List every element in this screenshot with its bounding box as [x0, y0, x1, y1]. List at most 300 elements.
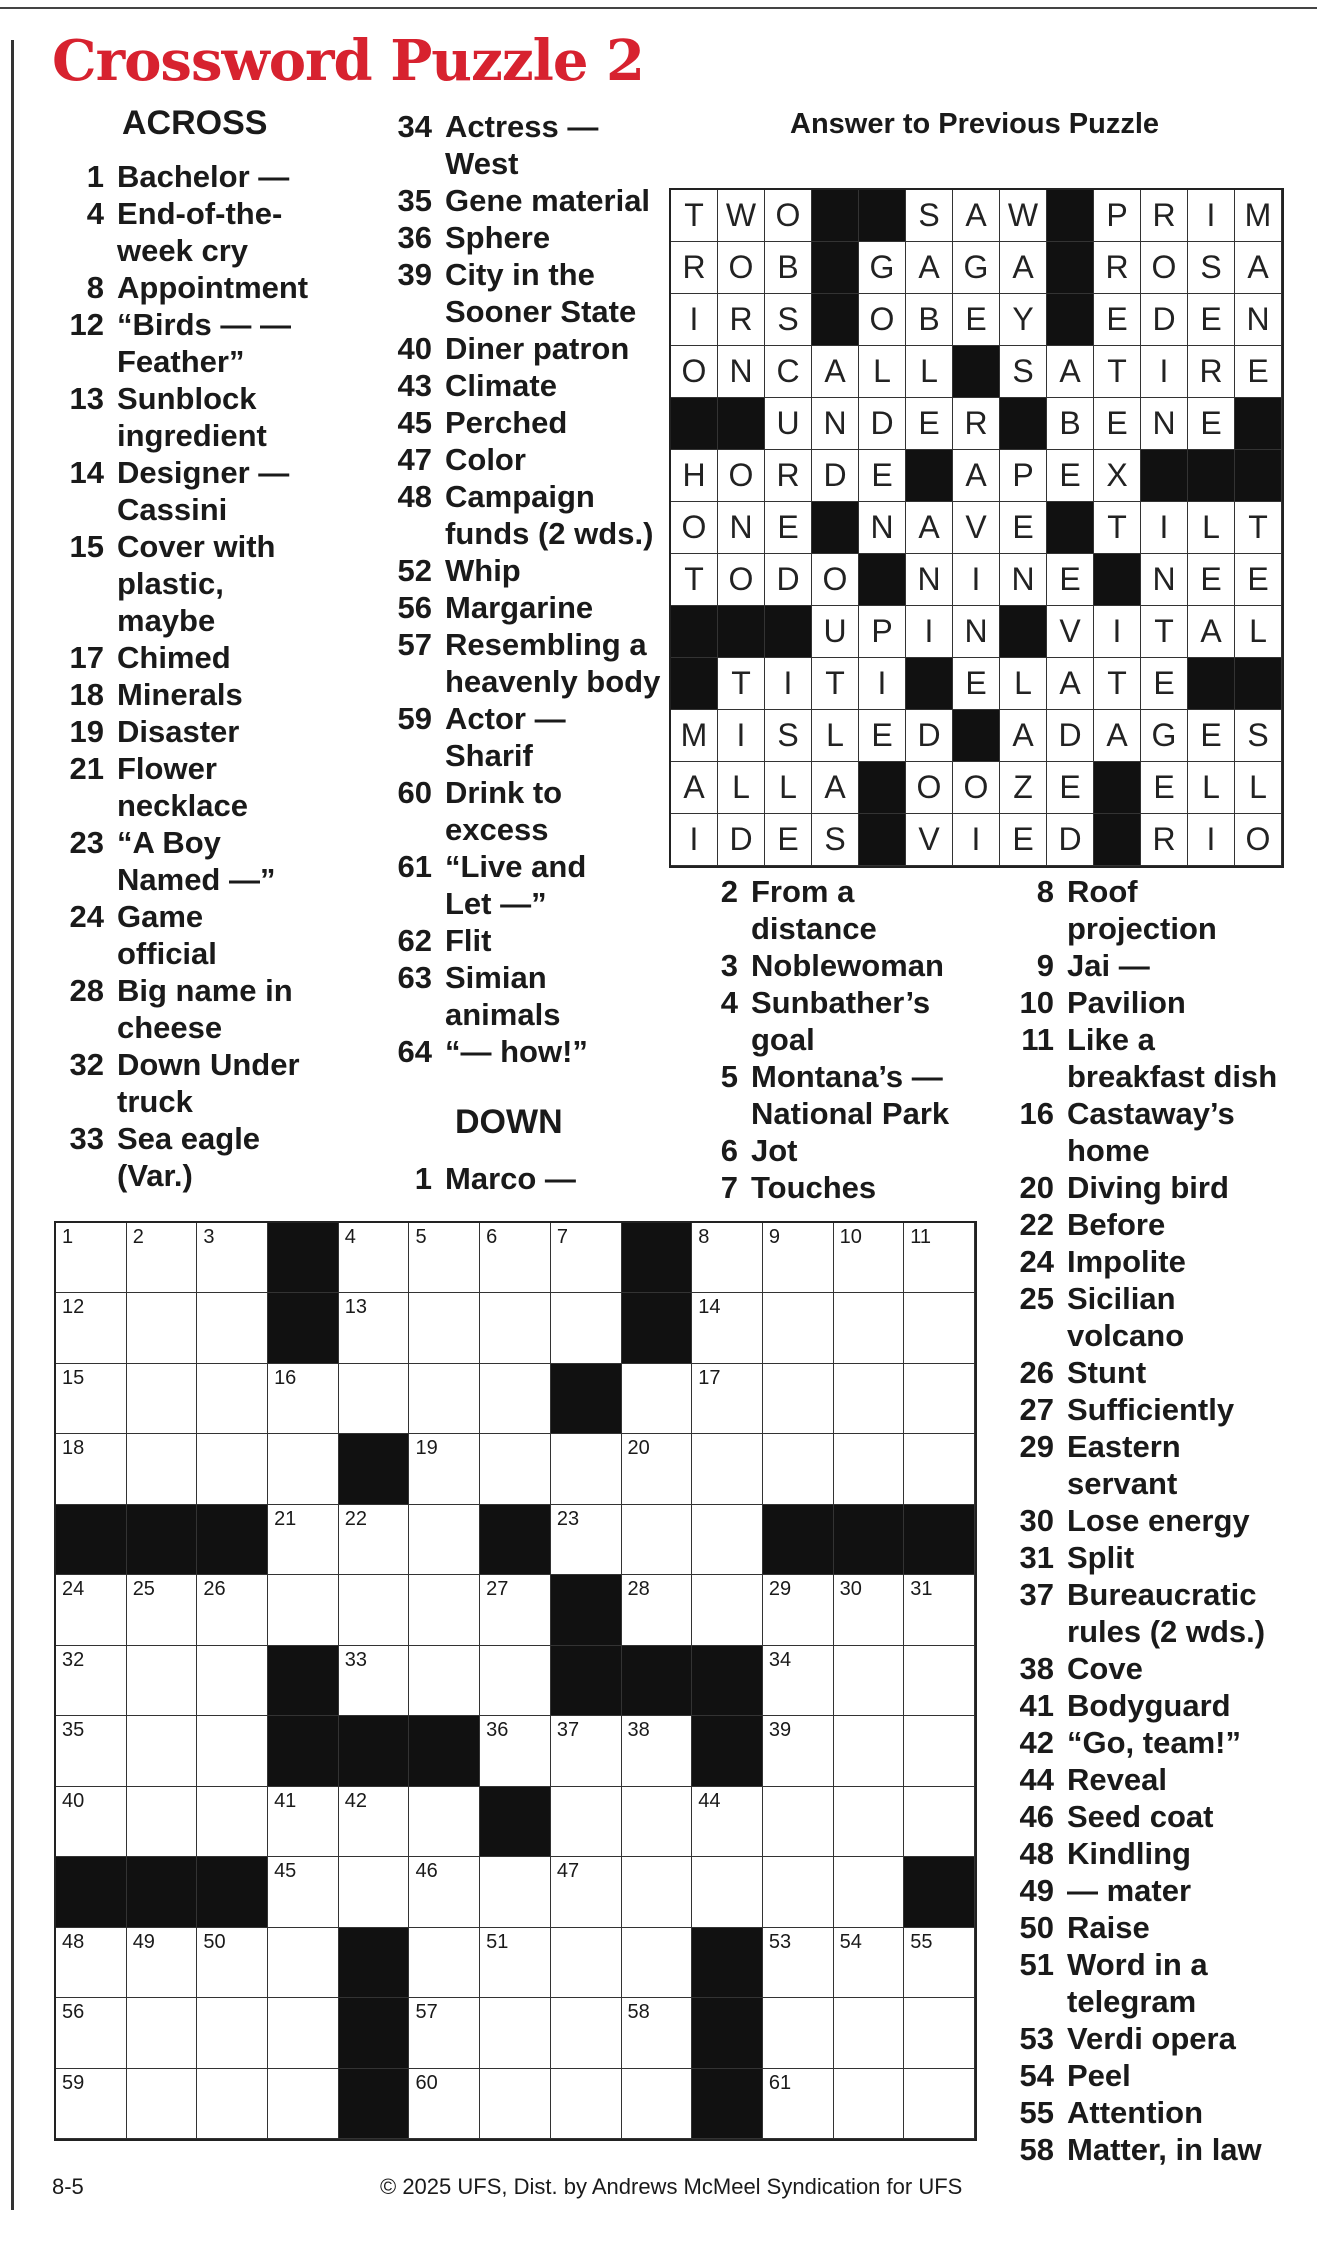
answer-cell: T — [671, 554, 718, 606]
answer-cell: N — [718, 502, 765, 554]
answer-cell: E — [1094, 398, 1141, 450]
clue-number: 4 — [720, 985, 738, 1020]
grid-cell[interactable] — [409, 1998, 480, 2068]
grid-cell[interactable] — [339, 1223, 410, 1293]
clue-text: Sunblock ingredient — [117, 381, 267, 453]
answer-block — [718, 606, 765, 658]
grid-cell[interactable] — [127, 1364, 198, 1434]
cell-number: 32 — [62, 1648, 85, 1671]
grid-cell[interactable] — [904, 1364, 975, 1434]
grid-cell[interactable] — [551, 1998, 622, 2068]
grid-cell[interactable] — [268, 1998, 339, 2068]
grid-block — [622, 1646, 693, 1716]
grid-cell[interactable] — [551, 1928, 622, 1998]
clue-number: 55 — [1019, 2095, 1054, 2130]
grid-cell[interactable] — [197, 2069, 268, 2139]
answer-cell: I — [671, 294, 718, 346]
clue-number: 19 — [69, 714, 104, 749]
grid-cell[interactable] — [692, 1293, 763, 1363]
clue-text: Raise — [1067, 1910, 1150, 1945]
grid-cell[interactable] — [904, 1998, 975, 2068]
grid-cell[interactable] — [480, 1716, 551, 1786]
answer-cell: A — [906, 502, 953, 554]
clue-number: 40 — [397, 331, 432, 366]
grid-cell[interactable] — [834, 2069, 905, 2139]
grid-cell[interactable] — [692, 1505, 763, 1575]
grid-block — [551, 1646, 622, 1716]
grid-cell[interactable] — [622, 1364, 693, 1434]
grid-cell[interactable] — [622, 1575, 693, 1645]
clue-text: Noblewoman — [751, 948, 944, 983]
answer-cell: E — [1188, 294, 1235, 346]
grid-cell[interactable] — [763, 1928, 834, 1998]
grid-cell[interactable] — [480, 1293, 551, 1363]
grid-cell[interactable] — [197, 1293, 268, 1363]
grid-cell[interactable] — [56, 1646, 127, 1716]
grid-cell[interactable] — [127, 1575, 198, 1645]
answer-cell: O — [953, 762, 1000, 814]
grid-cell[interactable] — [480, 2069, 551, 2139]
grid-cell[interactable] — [56, 2069, 127, 2139]
clue-text: Sicilian volcano — [1067, 1281, 1185, 1353]
clue-text: Actress — West — [445, 109, 599, 181]
answer-cell: L — [1235, 606, 1282, 658]
answer-cell: T — [671, 190, 718, 242]
grid-cell[interactable] — [197, 1646, 268, 1716]
grid-cell[interactable] — [904, 1434, 975, 1504]
grid-cell[interactable] — [339, 1293, 410, 1363]
grid-cell[interactable] — [268, 1505, 339, 1575]
answer-cell: T — [1141, 606, 1188, 658]
clue-text: Cover with plastic, maybe — [117, 529, 276, 638]
answer-cell: S — [1000, 346, 1047, 398]
answer-cell: U — [765, 398, 812, 450]
grid-cell[interactable] — [622, 1434, 693, 1504]
grid-cell[interactable] — [551, 1857, 622, 1927]
clue-text: Lose energy — [1067, 1503, 1250, 1538]
answer-cell: B — [765, 242, 812, 294]
grid-cell[interactable] — [692, 1223, 763, 1293]
grid-cell[interactable] — [692, 1857, 763, 1927]
grid-cell[interactable] — [551, 1505, 622, 1575]
grid-block — [551, 1364, 622, 1434]
answer-cell: R — [953, 398, 1000, 450]
grid-cell[interactable] — [763, 1787, 834, 1857]
grid-cell[interactable] — [339, 1646, 410, 1716]
clue-number: 24 — [69, 899, 104, 934]
answer-cell: G — [1141, 710, 1188, 762]
cell-number: 31 — [910, 1578, 933, 1601]
clue-text: “Go, team!” — [1067, 1725, 1241, 1760]
answer-cell: S — [906, 190, 953, 242]
grid-cell[interactable] — [127, 1646, 198, 1716]
answer-cell: O — [765, 190, 812, 242]
cell-number: 12 — [62, 1296, 85, 1319]
cell-number: 8 — [698, 1226, 710, 1248]
grid-cell[interactable] — [409, 1223, 480, 1293]
grid-cell[interactable] — [480, 1364, 551, 1434]
clue-text: “A Boy Named —” — [117, 825, 276, 897]
answer-cell: E — [1047, 450, 1094, 502]
grid-cell[interactable] — [409, 2069, 480, 2139]
answer-cell: I — [1094, 606, 1141, 658]
grid-cell[interactable] — [127, 2069, 198, 2139]
clue-number: 37 — [1019, 1577, 1054, 1612]
grid-cell[interactable] — [622, 1505, 693, 1575]
grid-block — [480, 1505, 551, 1575]
grid-cell[interactable] — [127, 1787, 198, 1857]
answer-cell: E — [859, 450, 906, 502]
grid-cell[interactable] — [551, 1293, 622, 1363]
clue-text: Diner patron — [445, 331, 630, 366]
grid-cell[interactable] — [339, 1575, 410, 1645]
answer-cell: A — [1235, 242, 1282, 294]
grid-cell[interactable] — [56, 1787, 127, 1857]
grid-block — [268, 1223, 339, 1293]
grid-cell[interactable] — [56, 1716, 127, 1786]
clue-text: Pavilion — [1067, 985, 1186, 1020]
clue-number: 39 — [397, 257, 432, 292]
clue-text: Flower necklace — [117, 751, 248, 823]
grid-cell[interactable] — [834, 1857, 905, 1927]
answer-cell: N — [812, 398, 859, 450]
answer-cell: E — [1235, 554, 1282, 606]
grid-cell[interactable] — [268, 1575, 339, 1645]
clue-number: 46 — [1019, 1799, 1054, 1834]
answer-block — [859, 762, 906, 814]
answer-cell: L — [906, 346, 953, 398]
answer-cell: I — [671, 814, 718, 866]
grid-cell[interactable] — [692, 1364, 763, 1434]
grid-cell[interactable] — [834, 1716, 905, 1786]
answer-cell: Z — [1000, 762, 1047, 814]
grid-cell[interactable] — [339, 1857, 410, 1927]
grid-cell[interactable] — [268, 1928, 339, 1998]
clue-number: 63 — [397, 960, 432, 995]
answer-cell: N — [953, 606, 1000, 658]
grid-cell[interactable] — [409, 1293, 480, 1363]
clue-text: Flit — [445, 923, 492, 958]
clue-number: 43 — [397, 368, 432, 403]
answer-cell: I — [1188, 814, 1235, 866]
clue-text: Appointment — [117, 270, 309, 305]
answer-cell: C — [765, 346, 812, 398]
grid-cell[interactable] — [480, 1646, 551, 1716]
grid-cell[interactable] — [904, 1928, 975, 1998]
grid-cell[interactable] — [480, 1434, 551, 1504]
answer-cell: L — [765, 762, 812, 814]
grid-cell[interactable] — [834, 1787, 905, 1857]
grid-cell[interactable] — [622, 1928, 693, 1998]
grid-cell[interactable] — [56, 1293, 127, 1363]
answer-cell: R — [1094, 242, 1141, 294]
grid-cell[interactable] — [622, 1998, 693, 2068]
answer-cell: O — [718, 450, 765, 502]
answer-cell: T — [1094, 346, 1141, 398]
grid-cell[interactable] — [551, 1716, 622, 1786]
answer-block — [1141, 450, 1188, 502]
grid-cell[interactable] — [56, 1928, 127, 1998]
clue-text: Perched — [445, 405, 568, 440]
grid-cell[interactable] — [409, 1434, 480, 1504]
cell-number: 46 — [415, 1860, 438, 1883]
clue-text: Margarine — [445, 590, 594, 625]
grid-cell[interactable] — [127, 1928, 198, 1998]
grid-cell[interactable] — [339, 1364, 410, 1434]
grid-cell[interactable] — [904, 1716, 975, 1786]
clue-number: 38 — [1019, 1651, 1054, 1686]
clue-text: Campaign funds (2 wds.) — [445, 479, 654, 551]
grid-cell[interactable] — [480, 1857, 551, 1927]
answer-cell: B — [906, 294, 953, 346]
answer-block — [812, 502, 859, 554]
grid-cell[interactable] — [763, 1293, 834, 1363]
grid-cell[interactable] — [197, 1575, 268, 1645]
grid-cell[interactable] — [268, 1434, 339, 1504]
clue-number: 30 — [1019, 1503, 1054, 1538]
grid-cell[interactable] — [763, 1575, 834, 1645]
grid-cell[interactable] — [339, 1787, 410, 1857]
grid-block — [904, 1505, 975, 1575]
clue-text: Touches — [751, 1170, 877, 1205]
answer-block — [1047, 502, 1094, 554]
answer-cell: A — [906, 242, 953, 294]
down-header: DOWN — [455, 1103, 563, 1141]
answer-block — [1235, 658, 1282, 710]
answer-block — [859, 814, 906, 866]
grid-cell[interactable] — [551, 1223, 622, 1293]
clue-number: 42 — [1019, 1725, 1054, 1760]
grid-cell[interactable] — [409, 1646, 480, 1716]
grid-cell[interactable] — [834, 1928, 905, 1998]
answer-block — [671, 606, 718, 658]
clue-text: Diving bird — [1067, 1170, 1229, 1205]
grid-cell[interactable] — [127, 1293, 198, 1363]
grid-cell[interactable] — [197, 1716, 268, 1786]
answer-cell: A — [671, 762, 718, 814]
clue-number: 23 — [69, 825, 104, 860]
grid-cell[interactable] — [551, 2069, 622, 2139]
answer-cell: O — [1141, 242, 1188, 294]
grid-cell[interactable] — [409, 1364, 480, 1434]
clue-number: 44 — [1019, 1762, 1054, 1797]
grid-cell[interactable] — [480, 1928, 551, 1998]
answer-block — [1235, 450, 1282, 502]
grid-cell[interactable] — [904, 2069, 975, 2139]
answer-cell: V — [1047, 606, 1094, 658]
clue-number: 36 — [397, 220, 432, 255]
answer-cell: I — [718, 710, 765, 762]
answer-cell: A — [812, 762, 859, 814]
grid-block — [339, 1434, 410, 1504]
grid-cell[interactable] — [197, 1787, 268, 1857]
grid-cell[interactable] — [834, 1434, 905, 1504]
grid-cell[interactable] — [904, 1787, 975, 1857]
clue-text: Seed coat — [1067, 1799, 1214, 1834]
grid-cell[interactable] — [127, 1998, 198, 2068]
clue-number: 59 — [397, 701, 432, 736]
cell-number: 60 — [415, 2071, 438, 2094]
answer-cell: I — [1141, 502, 1188, 554]
grid-cell[interactable] — [127, 1223, 198, 1293]
clue-number: 64 — [397, 1034, 432, 1069]
answer-cell: D — [1141, 294, 1188, 346]
clue-text: Bureaucratic rules (2 wds.) — [1067, 1577, 1266, 1649]
clue-number: 45 — [397, 405, 432, 440]
grid-cell[interactable] — [551, 1787, 622, 1857]
grid-cell[interactable] — [622, 2069, 693, 2139]
grid-cell[interactable] — [763, 1364, 834, 1434]
answer-cell: E — [1000, 814, 1047, 866]
grid-cell[interactable] — [763, 1434, 834, 1504]
answer-cell: L — [859, 346, 906, 398]
clue-number: 24 — [1019, 1244, 1054, 1279]
grid-cell[interactable] — [763, 1998, 834, 2068]
grid-cell[interactable] — [197, 1223, 268, 1293]
grid-cell[interactable] — [834, 1293, 905, 1363]
answer-cell: I — [1141, 346, 1188, 398]
grid-cell[interactable] — [763, 1716, 834, 1786]
grid-cell[interactable] — [480, 1223, 551, 1293]
grid-cell[interactable] — [763, 1857, 834, 1927]
clue-number: 8 — [1036, 874, 1054, 909]
clue-text: “Birds — — Feather” — [117, 307, 291, 379]
clue-number: 47 — [397, 442, 432, 477]
cell-number: 51 — [486, 1930, 509, 1953]
cell-number: 37 — [556, 1719, 580, 1742]
answer-cell: S — [1188, 242, 1235, 294]
answer-block — [718, 398, 765, 450]
grid-cell[interactable] — [834, 1223, 905, 1293]
answer-cell: G — [953, 242, 1000, 294]
clue-text: Actor — Sharif — [445, 701, 566, 773]
clue-text: Jot — [751, 1133, 798, 1168]
grid-cell[interactable] — [834, 1998, 905, 2068]
grid-cell[interactable] — [197, 1434, 268, 1504]
answer-cell: L — [718, 762, 765, 814]
answer-cell: A — [953, 450, 1000, 502]
cell-number: 24 — [62, 1578, 85, 1601]
grid-cell[interactable] — [904, 1293, 975, 1363]
clue-text: Verdi opera — [1067, 2021, 1236, 2056]
grid-cell[interactable] — [834, 1575, 905, 1645]
page-title: Crossword Puzzle 2 — [52, 28, 644, 94]
grid-cell[interactable] — [904, 1223, 975, 1293]
grid-cell[interactable] — [692, 1787, 763, 1857]
answer-cell: Y — [1000, 294, 1047, 346]
grid-cell[interactable] — [56, 1998, 127, 2068]
grid-cell[interactable] — [197, 1928, 268, 1998]
cell-number: 39 — [768, 1719, 792, 1742]
clue-text: Sea eagle (Var.) — [117, 1121, 261, 1193]
answer-cell: D — [1047, 710, 1094, 762]
answer-cell: E — [765, 502, 812, 554]
grid-cell[interactable] — [268, 2069, 339, 2139]
answer-cell: D — [906, 710, 953, 762]
answer-cell: W — [1000, 190, 1047, 242]
cell-number: 22 — [344, 1507, 368, 1530]
grid-block — [127, 1505, 198, 1575]
cell-number: 9 — [768, 1226, 781, 1248]
grid-cell[interactable] — [622, 1787, 693, 1857]
grid-cell[interactable] — [197, 1364, 268, 1434]
grid-cell[interactable] — [622, 1716, 693, 1786]
clue-text: Resembling a heavenly body — [445, 627, 661, 699]
cell-number: 2 — [132, 1226, 144, 1248]
grid-cell[interactable] — [692, 1434, 763, 1504]
grid-block — [56, 1857, 127, 1927]
grid-cell[interactable] — [480, 1998, 551, 2068]
cell-number: 23 — [556, 1507, 580, 1530]
grid-cell[interactable] — [127, 1716, 198, 1786]
grid-cell[interactable] — [763, 1223, 834, 1293]
cell-number: 36 — [486, 1719, 509, 1742]
answer-cell: D — [812, 450, 859, 502]
answer-cell: O — [812, 554, 859, 606]
answer-cell: E — [765, 814, 812, 866]
cell-number: 33 — [344, 1648, 368, 1671]
grid-cell[interactable] — [551, 1434, 622, 1504]
grid-cell[interactable] — [197, 1998, 268, 2068]
grid-cell[interactable] — [763, 2069, 834, 2139]
grid-block — [692, 1716, 763, 1786]
grid-cell[interactable] — [409, 1505, 480, 1575]
grid-cell[interactable] — [409, 1928, 480, 1998]
cell-number: 18 — [62, 1437, 85, 1460]
grid-cell[interactable] — [56, 1223, 127, 1293]
grid-cell[interactable] — [622, 1857, 693, 1927]
grid-cell[interactable] — [763, 1646, 834, 1716]
grid-cell[interactable] — [127, 1434, 198, 1504]
grid-cell[interactable] — [409, 1857, 480, 1927]
grid-cell[interactable] — [268, 1857, 339, 1927]
grid-cell[interactable] — [409, 1787, 480, 1857]
grid-cell[interactable] — [692, 1575, 763, 1645]
grid-cell[interactable] — [834, 1646, 905, 1716]
grid-cell[interactable] — [339, 1505, 410, 1575]
grid-cell[interactable] — [268, 1364, 339, 1434]
grid-block — [197, 1505, 268, 1575]
answer-cell: T — [1094, 658, 1141, 710]
grid-cell[interactable] — [480, 1575, 551, 1645]
answer-cell: L — [1188, 762, 1235, 814]
answer-cell: D — [1047, 814, 1094, 866]
clue-text: Whip — [445, 553, 521, 588]
clue-number: 61 — [397, 849, 432, 884]
answer-block — [812, 190, 859, 242]
clue-text: Bodyguard — [1067, 1688, 1231, 1723]
answer-cell: M — [1235, 190, 1282, 242]
grid-cell[interactable] — [56, 1434, 127, 1504]
answer-cell: N — [718, 346, 765, 398]
cell-number: 15 — [62, 1366, 85, 1389]
grid-cell[interactable] — [904, 1575, 975, 1645]
answer-cell: H — [671, 450, 718, 502]
grid-cell[interactable] — [904, 1646, 975, 1716]
answer-cell: O — [906, 762, 953, 814]
grid-cell[interactable] — [56, 1364, 127, 1434]
grid-cell[interactable] — [56, 1575, 127, 1645]
grid-cell[interactable] — [834, 1364, 905, 1434]
clue-text: City in the Sooner State — [445, 257, 637, 329]
answer-block — [906, 450, 953, 502]
cell-number: 21 — [274, 1507, 297, 1530]
grid-block — [834, 1505, 905, 1575]
grid-cell[interactable] — [268, 1787, 339, 1857]
grid-cell[interactable] — [409, 1575, 480, 1645]
cell-number: 58 — [627, 2001, 650, 2024]
answer-block — [1188, 658, 1235, 710]
